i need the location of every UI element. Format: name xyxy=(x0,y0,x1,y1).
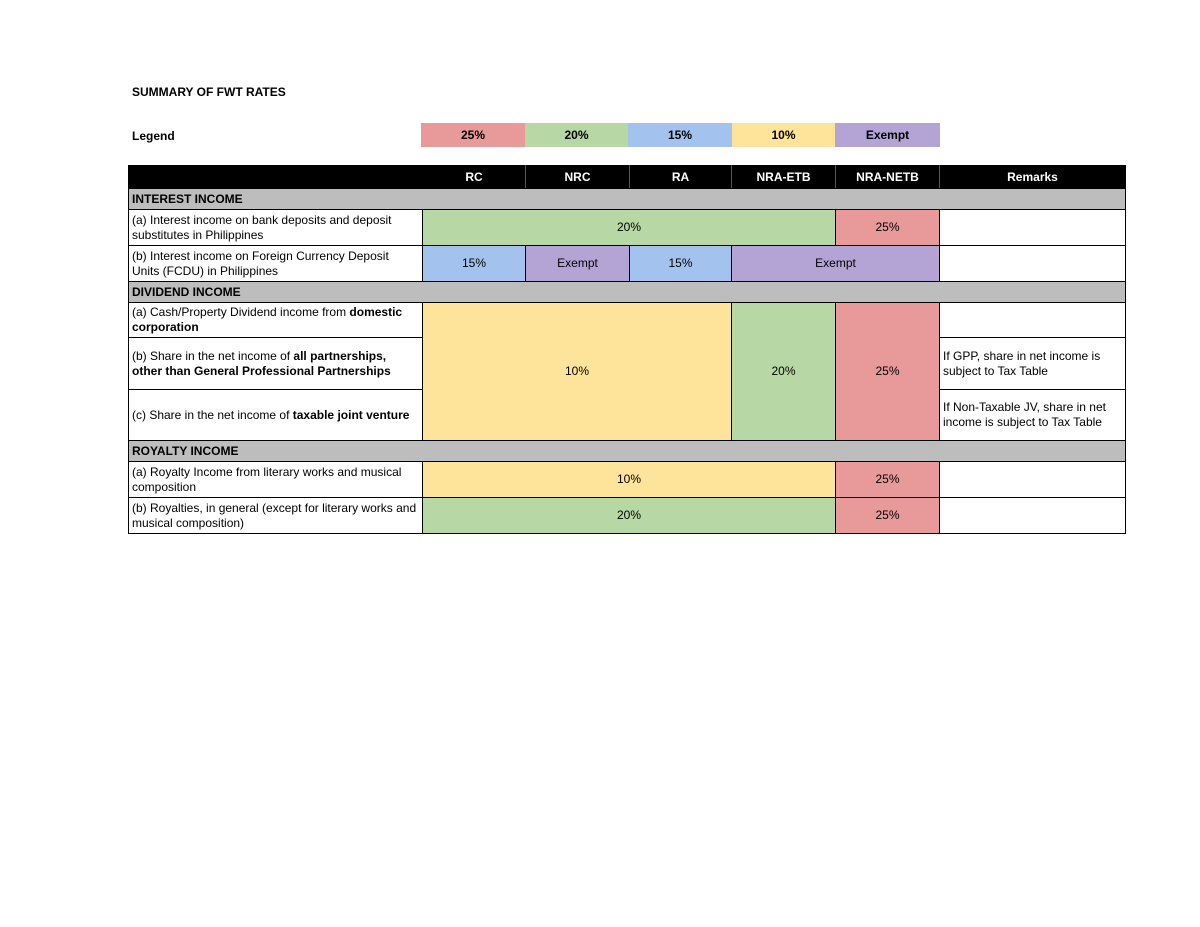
rate-cell: 25% xyxy=(836,303,940,441)
table-row xyxy=(129,498,1126,534)
rate-cell: 20% xyxy=(423,498,836,534)
header-remarks: Remarks xyxy=(940,166,1126,189)
remarks-cell: If GPP, share in net income is subject to Tax Table xyxy=(940,338,1126,390)
remarks-cell xyxy=(940,246,1126,282)
row-desc-text: (a) Cash/Property Dividend income from xyxy=(132,305,350,319)
fwt-rates-table xyxy=(128,165,1126,534)
table-row xyxy=(129,246,1126,282)
row-desc: (a) Royalty Income from literary works and musical composition xyxy=(129,462,423,498)
legend-swatch-20: 20% xyxy=(525,123,628,147)
header-ra: RA xyxy=(630,166,732,189)
rate-cell: 10% xyxy=(423,462,836,498)
table-row xyxy=(129,462,1126,498)
section-title-dividend: DIVIDEND INCOME xyxy=(129,282,1126,303)
rate-cell: 25% xyxy=(836,498,940,534)
row-desc-bold: taxable joint venture xyxy=(292,407,410,422)
row-desc-bold: domestic corporation xyxy=(132,305,403,334)
remarks-cell xyxy=(940,303,1126,338)
remarks-cell xyxy=(940,462,1126,498)
remarks-cell xyxy=(940,498,1126,534)
legend-swatch-15: 15% xyxy=(628,123,732,147)
header-nrc: NRC xyxy=(526,166,630,189)
remarks-cell: If Non-Taxable JV, share in net income is subject to Tax Table xyxy=(940,390,1126,441)
rate-cell: 15% xyxy=(630,246,732,282)
header-row xyxy=(129,166,1126,189)
header-nra-netb: NRA-NETB xyxy=(836,166,940,189)
row-desc-bold: all partnerships, other than General Professional Partnerships xyxy=(132,348,391,378)
rate-cell: 15% xyxy=(423,246,526,282)
row-desc: (b) Interest income on Foreign Currency Deposit Units (FCDU) in Philippines xyxy=(129,246,423,282)
section-row-dividend xyxy=(129,282,1126,303)
row-desc-text: (c) Share in the net income of xyxy=(132,407,293,422)
rate-cell: 20% xyxy=(732,303,836,441)
remarks-cell xyxy=(940,210,1126,246)
rate-cell: 20% xyxy=(423,210,836,246)
page-title: SUMMARY OF FWT RATES xyxy=(132,85,286,99)
rate-cell: 25% xyxy=(836,210,940,246)
section-title-royalty: ROYALTY INCOME xyxy=(129,441,1126,462)
rate-cell: Exempt xyxy=(526,246,630,282)
row-desc xyxy=(129,303,423,338)
rate-cell: Exempt xyxy=(732,246,940,282)
legend xyxy=(421,123,940,147)
section-row-royalty xyxy=(129,441,1126,462)
legend-swatch-25: 25% xyxy=(421,123,525,147)
rate-cell: 25% xyxy=(836,462,940,498)
section-title-interest: INTEREST INCOME xyxy=(129,189,1126,210)
row-desc-text: (b) Share in the net income of xyxy=(132,348,294,363)
row-desc: (a) Interest income on bank deposits and deposit substitutes in Philippines xyxy=(129,210,423,246)
legend-label: Legend xyxy=(132,129,175,143)
section-row-interest xyxy=(129,189,1126,210)
rate-cell: 10% xyxy=(423,303,732,441)
header-blank xyxy=(129,166,423,189)
header-nra-etb: NRA-ETB xyxy=(732,166,836,189)
row-desc xyxy=(129,338,423,390)
row-desc xyxy=(129,390,423,441)
table-row xyxy=(129,303,1126,338)
table-row xyxy=(129,210,1126,246)
row-desc: (b) Royalties, in general (except for literary works and musical composition) xyxy=(129,498,423,534)
header-rc: RC xyxy=(423,166,526,189)
legend-swatch-exempt: Exempt xyxy=(835,123,940,147)
legend-swatch-10: 10% xyxy=(732,123,835,147)
